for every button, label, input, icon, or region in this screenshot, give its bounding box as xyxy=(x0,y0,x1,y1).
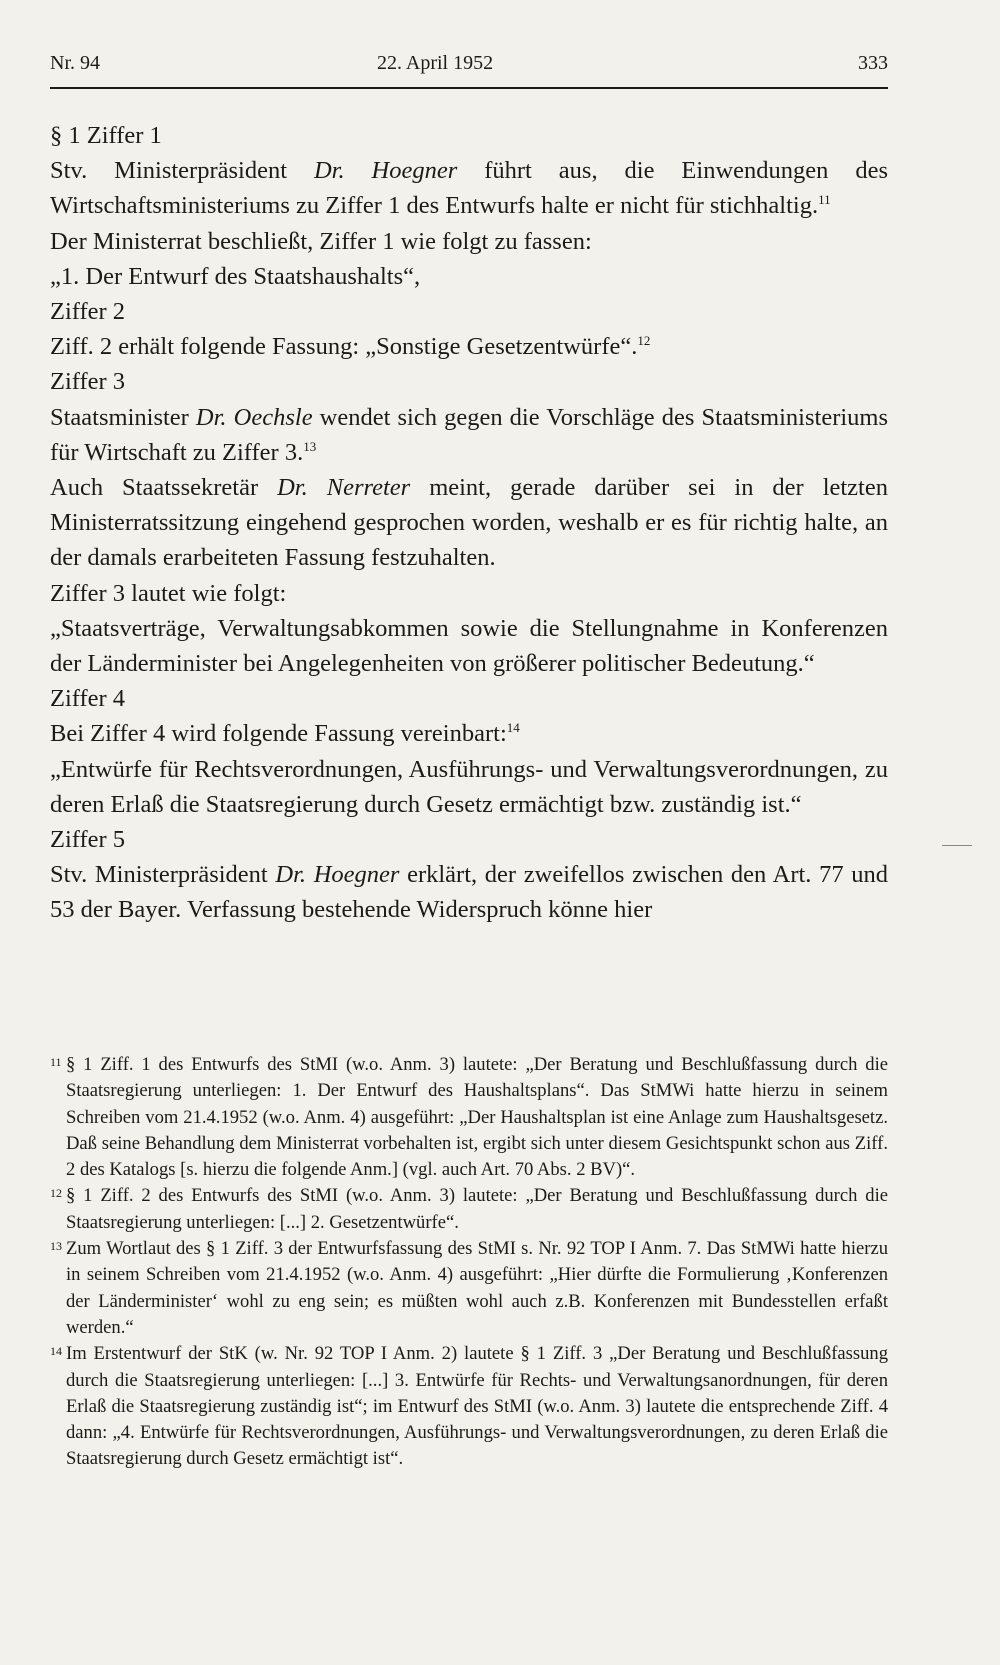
paragraph xyxy=(50,716,888,751)
footnote-number: 14 xyxy=(50,1344,62,1359)
text-run: Stv. Ministerpräsident xyxy=(50,157,314,185)
paragraph: Ziffer 3 lautet wie folgt: xyxy=(50,579,287,607)
section-heading: Ziffer 4 xyxy=(50,685,126,713)
paragraph xyxy=(50,470,888,576)
footnote xyxy=(50,1236,888,1341)
margin-mark xyxy=(942,845,972,846)
paragraph xyxy=(50,857,888,927)
person-name: Dr. Hoegner xyxy=(313,157,458,185)
quoted-resolution: „1. Der Entwurf des Staatshaushalts“, xyxy=(50,262,421,290)
header-rule xyxy=(50,87,888,89)
paragraph xyxy=(50,153,888,223)
footnote-text: § 1 Ziff. 1 des Entwurfs des StMI (w.o. Anm. 3) lautete: „Der Beratung und Beschlußfassung durch die Staatsregierung unterliegen: 1. Der Entwurf des Haushaltsplans“. Das StMWi hatte hierzu in seinem Schreiben vom 21.4.1952 (w.o. Anm. 4) ausgeführt: „Der Haushaltsplan ist eine Anlage zum Haushaltsgesetz. Daß seine Behandlung dem Ministerrat vorbehalten ist, ergibt sich unter diesem Gesichtspunkt schon aus Ziff. 2 des Katalogs [s. hierzu die folgende Anm.] (vgl. auch Art. 70 Abs. 2 BV)“. xyxy=(66,1054,888,1181)
text-run: wendet sich gegen die Vorschläge des Staatsministeriums für Wirtschaft zu Ziffer 3. xyxy=(50,403,889,466)
section-heading: § 1 Ziffer 1 xyxy=(50,122,162,149)
running-header xyxy=(50,52,888,82)
footnote-ref[interactable]: 11 xyxy=(818,192,831,208)
footnote-text: Zum Wortlaut des § 1 Ziff. 3 der Entwurfsfassung des StMI s. Nr. 92 TOP I Anm. 7. Das StMWi hatte hierzu in seinem Schreiben vom 21.4.1952 (w.o. Anm. 4) ausgeführt: „Hier dürfte die Formulierung ‚Konferenzen der Länderminister‘ wohl zu eng sein; es müßten wohl auch z.B. Konferenzen mit Bundesstellen erfaßt werden.“ xyxy=(66,1238,888,1338)
footnote-number: 13 xyxy=(50,1239,62,1254)
text-run: Bei Ziffer 4 wird folgende Fassung vereinbart: xyxy=(50,720,507,748)
document-number: Nr. 94 xyxy=(50,52,100,74)
header-date: 22. April 1952 xyxy=(377,52,494,74)
footnote-number: 12 xyxy=(50,1186,62,1201)
text-run: führt aus, die Einwendungen des Wirtschaftsministeriums zu Ziffer 1 des Entwurfs halte er nicht für stichhaltig. xyxy=(50,157,888,220)
footnote xyxy=(50,1183,888,1236)
section-heading: Ziffer 5 xyxy=(50,826,126,854)
footnote-text: Im Erstentwurf der StK (w. Nr. 92 TOP I Anm. 2) lautete § 1 Ziff. 3 „Der Beratung und Beschlußfassung durch die Staatsregierung unterliegen: [...] 3. Entwürfe für Rechts- und Verwaltungsanordnungen, für deren Erlaß die Staatsregierung zuständig ist“; im Entwurf des StMI (w.o. Anm. 3) lautete die entsprechende Ziff. 4 dann: „4. Entwürfe für Rechtsverordnungen, Ausführungs- und Verwaltungsverordnungen, zu deren Erlaß die Staatsregierung durch Gesetz ermächtigt ist“. xyxy=(66,1343,888,1470)
person-name: Dr. Hoegner xyxy=(275,861,400,889)
person-name: Dr. Oechsle xyxy=(195,403,313,431)
footnote-ref[interactable]: 14 xyxy=(506,720,520,736)
text-run: Staatsminister xyxy=(50,403,196,431)
quoted-resolution: „Staatsverträge, Verwaltungsabkommen sowie die Stellungnahme in Konferenzen der Länderminister bei Angelegenheiten von größerer politischer Bedeutung.“ xyxy=(50,614,888,678)
paragraph: Der Ministerrat beschließt, Ziffer 1 wie folgt zu fassen: xyxy=(50,227,592,255)
footnotes xyxy=(50,1052,888,1473)
footnote xyxy=(50,1341,888,1472)
person-name: Dr. Nerreter xyxy=(277,474,411,502)
text-run: Ziff. 2 erhält folgende Fassung: „Sonstige Gesetzentwürfe“. xyxy=(50,333,638,361)
section-heading: Ziffer 2 xyxy=(50,298,126,326)
footnote-ref[interactable]: 13 xyxy=(303,438,317,454)
quoted-resolution: „Entwürfe für Rechtsverordnungen, Ausführungs- und Verwaltungsverordnungen, zu deren Erlaß die Staatsregierung durch Gesetz ermächtigt bzw. zuständig ist.“ xyxy=(50,755,888,818)
page-number: 333 xyxy=(858,52,888,74)
main-text xyxy=(50,118,888,928)
paragraph xyxy=(50,329,888,364)
footnote-number: 11 xyxy=(50,1055,62,1069)
text-run: Stv. Ministerpräsident xyxy=(50,861,276,889)
text-run: Auch Staatssekretär xyxy=(50,474,278,502)
footnote-text: § 1 Ziff. 2 des Entwurfs des StMI (w.o. Anm. 3) lautete: „Der Beratung und Beschlußfassung durch die Staatsregierung unterliegen: [...] 2. Gesetzentwürfe“. xyxy=(66,1185,888,1233)
footnote xyxy=(50,1052,888,1183)
footnote-ref[interactable]: 12 xyxy=(637,333,651,349)
section-heading: Ziffer 3 xyxy=(50,368,126,396)
text-run: meint, gerade darüber sei in der letzten Ministerratssitzung eingehend gesprochen worden, weshalb er es für richtig halte, an der damals erarbeiteten Fassung festzuhalten. xyxy=(50,474,888,572)
text-run: erklärt, der zweifellos zwischen den Art. 77 und 53 der Bayer. Verfassung bestehende Widerspruch könne hier xyxy=(50,861,888,924)
paragraph xyxy=(50,400,888,470)
